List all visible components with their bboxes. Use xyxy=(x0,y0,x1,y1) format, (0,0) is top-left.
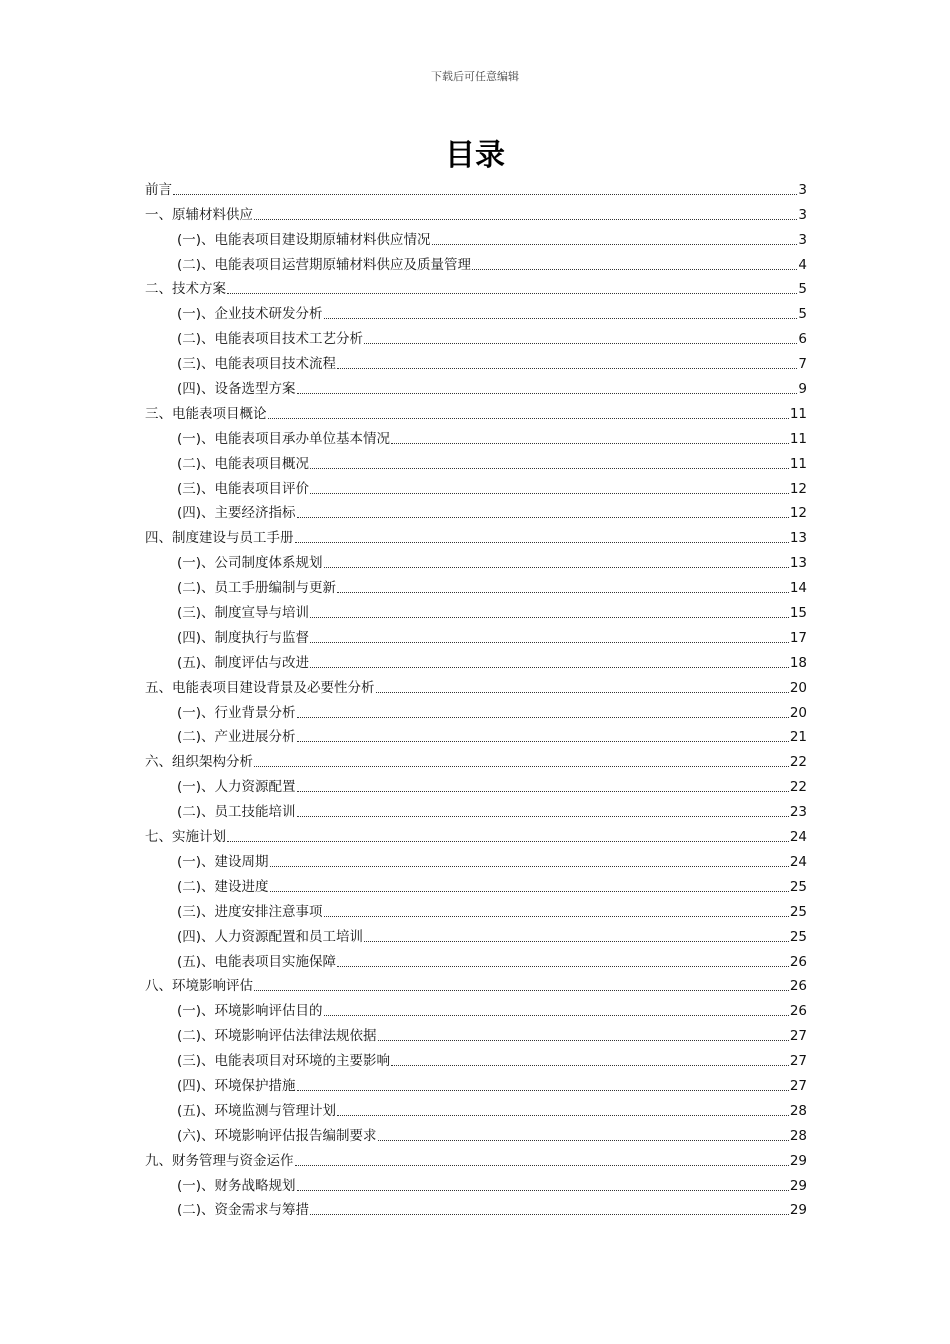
toc-entry-label: (一)、电能表项目建设期原辅材料供应情况 xyxy=(177,231,431,248)
toc-entry-page-number: 26 xyxy=(789,978,807,995)
toc-entry-section[interactable] xyxy=(145,298,807,323)
toc-entry-label: (四)、人力资源配置和员工培训 xyxy=(177,928,364,945)
toc-entry-page-number: 22 xyxy=(789,779,807,796)
toc-leader-dots xyxy=(310,641,789,643)
toc-entry-section[interactable] xyxy=(145,448,807,473)
toc-entry-label: (四)、主要经济指标 xyxy=(177,505,296,522)
toc-title: 目录 xyxy=(445,138,505,173)
toc-entry-page-number: 21 xyxy=(789,729,807,746)
toc-entry-page-number: 13 xyxy=(789,555,807,572)
toc-entry-label: (一)、环境影响评估目的 xyxy=(177,1003,323,1020)
toc-entry-label: (三)、进度安排注意事项 xyxy=(177,903,323,920)
toc-entry-section[interactable] xyxy=(145,796,807,821)
toc-leader-dots xyxy=(297,1189,789,1191)
toc-leader-dots xyxy=(297,716,789,718)
toc-leader-dots xyxy=(254,989,789,991)
toc-entry-label: (五)、电能表项目实施保障 xyxy=(177,953,337,970)
toc-leader-dots xyxy=(472,268,797,270)
toc-leader-dots xyxy=(364,940,789,942)
header-note: 下载后可任意编辑 xyxy=(431,70,519,83)
toc-leader-dots xyxy=(297,1089,789,1091)
toc-entry-label: (二)、建设进度 xyxy=(177,878,269,895)
toc-entry-label: 五、电能表项目建设背景及必要性分析 xyxy=(145,679,375,696)
toc-leader-dots xyxy=(378,1139,789,1141)
toc-entry-page-number: 24 xyxy=(789,853,807,870)
toc-entry-page-number: 23 xyxy=(789,804,807,821)
toc-entry-section[interactable] xyxy=(145,1070,807,1095)
toc-leader-dots xyxy=(310,492,789,494)
toc-entry-label: (一)、行业背景分析 xyxy=(177,704,296,721)
toc-entry-label: (三)、电能表项目评价 xyxy=(177,480,310,497)
toc-entry-label: 八、环境影响评估 xyxy=(145,978,253,995)
toc-entry-label: (一)、公司制度体系规划 xyxy=(177,555,323,572)
toc-entry-page-number: 18 xyxy=(789,654,807,671)
toc-entry-page-number: 26 xyxy=(789,1003,807,1020)
toc-leader-dots xyxy=(297,392,798,394)
toc-entry-section[interactable] xyxy=(145,323,807,348)
toc-leader-dots xyxy=(378,1039,789,1041)
toc-entry-chapter[interactable] xyxy=(145,522,807,547)
toc-entry-section[interactable] xyxy=(145,1020,807,1045)
toc-entry-page-number: 3 xyxy=(798,206,807,223)
toc-entry-page-number: 11 xyxy=(789,430,807,447)
toc-entry-label: 六、组织架构分析 xyxy=(145,754,253,771)
table-of-contents xyxy=(145,174,807,1219)
toc-leader-dots xyxy=(324,915,789,917)
toc-entry-page-number: 9 xyxy=(798,381,807,398)
toc-entry-page-number: 5 xyxy=(798,306,807,323)
toc-leader-dots xyxy=(324,566,789,568)
toc-entry-section[interactable] xyxy=(145,697,807,722)
toc-entry-label: (二)、电能表项目运营期原辅材料供应及质量管理 xyxy=(177,256,472,273)
toc-entry-page-number: 12 xyxy=(789,505,807,522)
toc-entry-page-number: 27 xyxy=(789,1053,807,1070)
toc-entry-label: (三)、电能表项目技术流程 xyxy=(177,356,337,373)
toc-entry-section[interactable] xyxy=(145,846,807,871)
toc-leader-dots xyxy=(324,1014,789,1016)
toc-entry-page-number: 28 xyxy=(789,1127,807,1144)
toc-leader-dots xyxy=(268,417,789,419)
toc-entry-page-number: 29 xyxy=(789,1202,807,1219)
toc-entry-section[interactable] xyxy=(145,1120,807,1145)
toc-entry-label: (一)、电能表项目承办单位基本情况 xyxy=(177,430,391,447)
toc-entry-chapter[interactable] xyxy=(145,1145,807,1170)
toc-entry-section[interactable] xyxy=(145,373,807,398)
toc-entry-label: (一)、建设周期 xyxy=(177,853,269,870)
toc-entry-page-number: 28 xyxy=(789,1102,807,1119)
toc-entry-label: (四)、环境保护措施 xyxy=(177,1077,296,1094)
toc-entry-label: (二)、电能表项目概况 xyxy=(177,455,310,472)
toc-entry-page-number: 27 xyxy=(789,1028,807,1045)
toc-entry-page-number: 3 xyxy=(798,231,807,248)
toc-leader-dots xyxy=(297,516,789,518)
toc-entry-section[interactable] xyxy=(145,921,807,946)
toc-leader-dots xyxy=(297,815,789,817)
toc-entry-label: 九、财务管理与资金运作 xyxy=(145,1152,294,1169)
toc-entry-label: 前言 xyxy=(145,181,172,198)
toc-entry-page-number: 4 xyxy=(798,256,807,273)
toc-entry-label: (二)、员工技能培训 xyxy=(177,804,296,821)
toc-entry-chapter[interactable] xyxy=(145,971,807,996)
toc-leader-dots xyxy=(391,1064,789,1066)
toc-entry-page-number: 12 xyxy=(789,480,807,497)
toc-leader-dots xyxy=(432,243,798,245)
toc-entry-page-number: 11 xyxy=(789,455,807,472)
toc-entry-section[interactable] xyxy=(145,547,807,572)
toc-entry-label: (四)、设备选型方案 xyxy=(177,381,296,398)
toc-entry-section[interactable] xyxy=(145,498,807,523)
toc-entry-section[interactable] xyxy=(145,896,807,921)
toc-entry-label: (五)、环境监测与管理计划 xyxy=(177,1102,337,1119)
toc-entry-page-number: 29 xyxy=(789,1152,807,1169)
toc-leader-dots xyxy=(310,467,789,469)
toc-leader-dots xyxy=(310,1213,789,1215)
toc-entry-section[interactable] xyxy=(145,249,807,274)
toc-entry-section[interactable] xyxy=(145,1170,807,1195)
toc-entry-page-number: 6 xyxy=(798,331,807,348)
toc-entry-section[interactable] xyxy=(145,871,807,896)
toc-entry-page-number: 5 xyxy=(798,281,807,298)
toc-entry-page-number: 17 xyxy=(789,629,807,646)
toc-leader-dots xyxy=(254,218,797,220)
toc-entry-section[interactable] xyxy=(145,597,807,622)
toc-entry-page-number: 29 xyxy=(789,1177,807,1194)
toc-entry-page-number: 25 xyxy=(789,903,807,920)
toc-entry-label: (二)、员工手册编制与更新 xyxy=(177,580,337,597)
toc-leader-dots xyxy=(337,1114,789,1116)
toc-entry-page-number: 7 xyxy=(798,356,807,373)
toc-leader-dots xyxy=(270,865,789,867)
toc-leader-dots xyxy=(227,840,789,842)
toc-entry-label: (二)、电能表项目技术工艺分析 xyxy=(177,331,364,348)
toc-leader-dots xyxy=(295,541,789,543)
toc-entry-section[interactable] xyxy=(145,647,807,672)
toc-entry-page-number: 25 xyxy=(789,878,807,895)
toc-entry-section[interactable] xyxy=(145,1195,807,1220)
toc-entry-label: (五)、制度评估与改进 xyxy=(177,654,310,671)
toc-entry-label: (一)、人力资源配置 xyxy=(177,779,296,796)
toc-entry-label: 二、技术方案 xyxy=(145,281,226,298)
toc-entry-label: (四)、制度执行与监督 xyxy=(177,629,310,646)
toc-entry-label: (一)、财务战略规划 xyxy=(177,1177,296,1194)
toc-entry-page-number: 26 xyxy=(789,953,807,970)
toc-leader-dots xyxy=(297,740,789,742)
toc-entry-label: (二)、环境影响评估法律法规依据 xyxy=(177,1028,377,1045)
toc-entry-label: (六)、环境影响评估报告编制要求 xyxy=(177,1127,377,1144)
toc-entry-section[interactable] xyxy=(145,771,807,796)
toc-entry-section[interactable] xyxy=(145,995,807,1020)
toc-entry-label: (三)、电能表项目对环境的主要影响 xyxy=(177,1053,391,1070)
toc-entry-label: (一)、企业技术研发分析 xyxy=(177,306,323,323)
toc-entry-page-number: 20 xyxy=(789,679,807,696)
toc-entry-page-number: 27 xyxy=(789,1077,807,1094)
toc-entry-page-number: 25 xyxy=(789,928,807,945)
toc-entry-chapter[interactable] xyxy=(145,274,807,299)
toc-entry-label: (三)、制度宣导与培训 xyxy=(177,605,310,622)
toc-entry-section[interactable] xyxy=(145,1095,807,1120)
toc-entry-label: (二)、产业进展分析 xyxy=(177,729,296,746)
toc-entry-section[interactable] xyxy=(145,946,807,971)
toc-entry-page-number: 13 xyxy=(789,530,807,547)
toc-entry-section[interactable] xyxy=(145,473,807,498)
toc-entry-chapter[interactable] xyxy=(145,199,807,224)
toc-entry-section[interactable] xyxy=(145,224,807,249)
toc-leader-dots xyxy=(391,442,789,444)
toc-entry-section[interactable] xyxy=(145,622,807,647)
toc-leader-dots xyxy=(337,367,797,369)
toc-entry-chapter[interactable] xyxy=(145,174,807,199)
toc-leader-dots xyxy=(310,616,789,618)
toc-entry-section[interactable] xyxy=(145,572,807,597)
toc-leader-dots xyxy=(295,1164,789,1166)
toc-entry-page-number: 24 xyxy=(789,829,807,846)
toc-entry-section[interactable] xyxy=(145,348,807,373)
toc-leader-dots xyxy=(310,666,789,668)
toc-entry-page-number: 3 xyxy=(798,181,807,198)
toc-entry-label: 一、原辅材料供应 xyxy=(145,206,253,223)
toc-leader-dots xyxy=(337,591,789,593)
toc-entry-page-number: 20 xyxy=(789,704,807,721)
toc-entry-page-number: 14 xyxy=(789,580,807,597)
toc-leader-dots xyxy=(173,193,797,195)
toc-entry-section[interactable] xyxy=(145,722,807,747)
toc-leader-dots xyxy=(227,292,797,294)
toc-entry-label: 三、电能表项目概论 xyxy=(145,405,267,422)
toc-entry-page-number: 15 xyxy=(789,605,807,622)
toc-entry-label: 四、制度建设与员工手册 xyxy=(145,530,294,547)
toc-entry-page-number: 11 xyxy=(789,405,807,422)
toc-entry-page-number: 22 xyxy=(789,754,807,771)
toc-entry-label: 七、实施计划 xyxy=(145,829,226,846)
toc-entry-chapter[interactable] xyxy=(145,746,807,771)
toc-leader-dots xyxy=(254,765,789,767)
toc-leader-dots xyxy=(270,890,789,892)
toc-entry-chapter[interactable] xyxy=(145,821,807,846)
toc-leader-dots xyxy=(337,965,789,967)
toc-leader-dots xyxy=(324,317,798,319)
toc-entry-label: (二)、资金需求与筹措 xyxy=(177,1202,310,1219)
toc-leader-dots xyxy=(376,691,789,693)
toc-entry-chapter[interactable] xyxy=(145,672,807,697)
toc-entry-section[interactable] xyxy=(145,423,807,448)
toc-leader-dots xyxy=(297,790,789,792)
toc-entry-chapter[interactable] xyxy=(145,398,807,423)
toc-leader-dots xyxy=(364,342,797,344)
toc-entry-section[interactable] xyxy=(145,1045,807,1070)
